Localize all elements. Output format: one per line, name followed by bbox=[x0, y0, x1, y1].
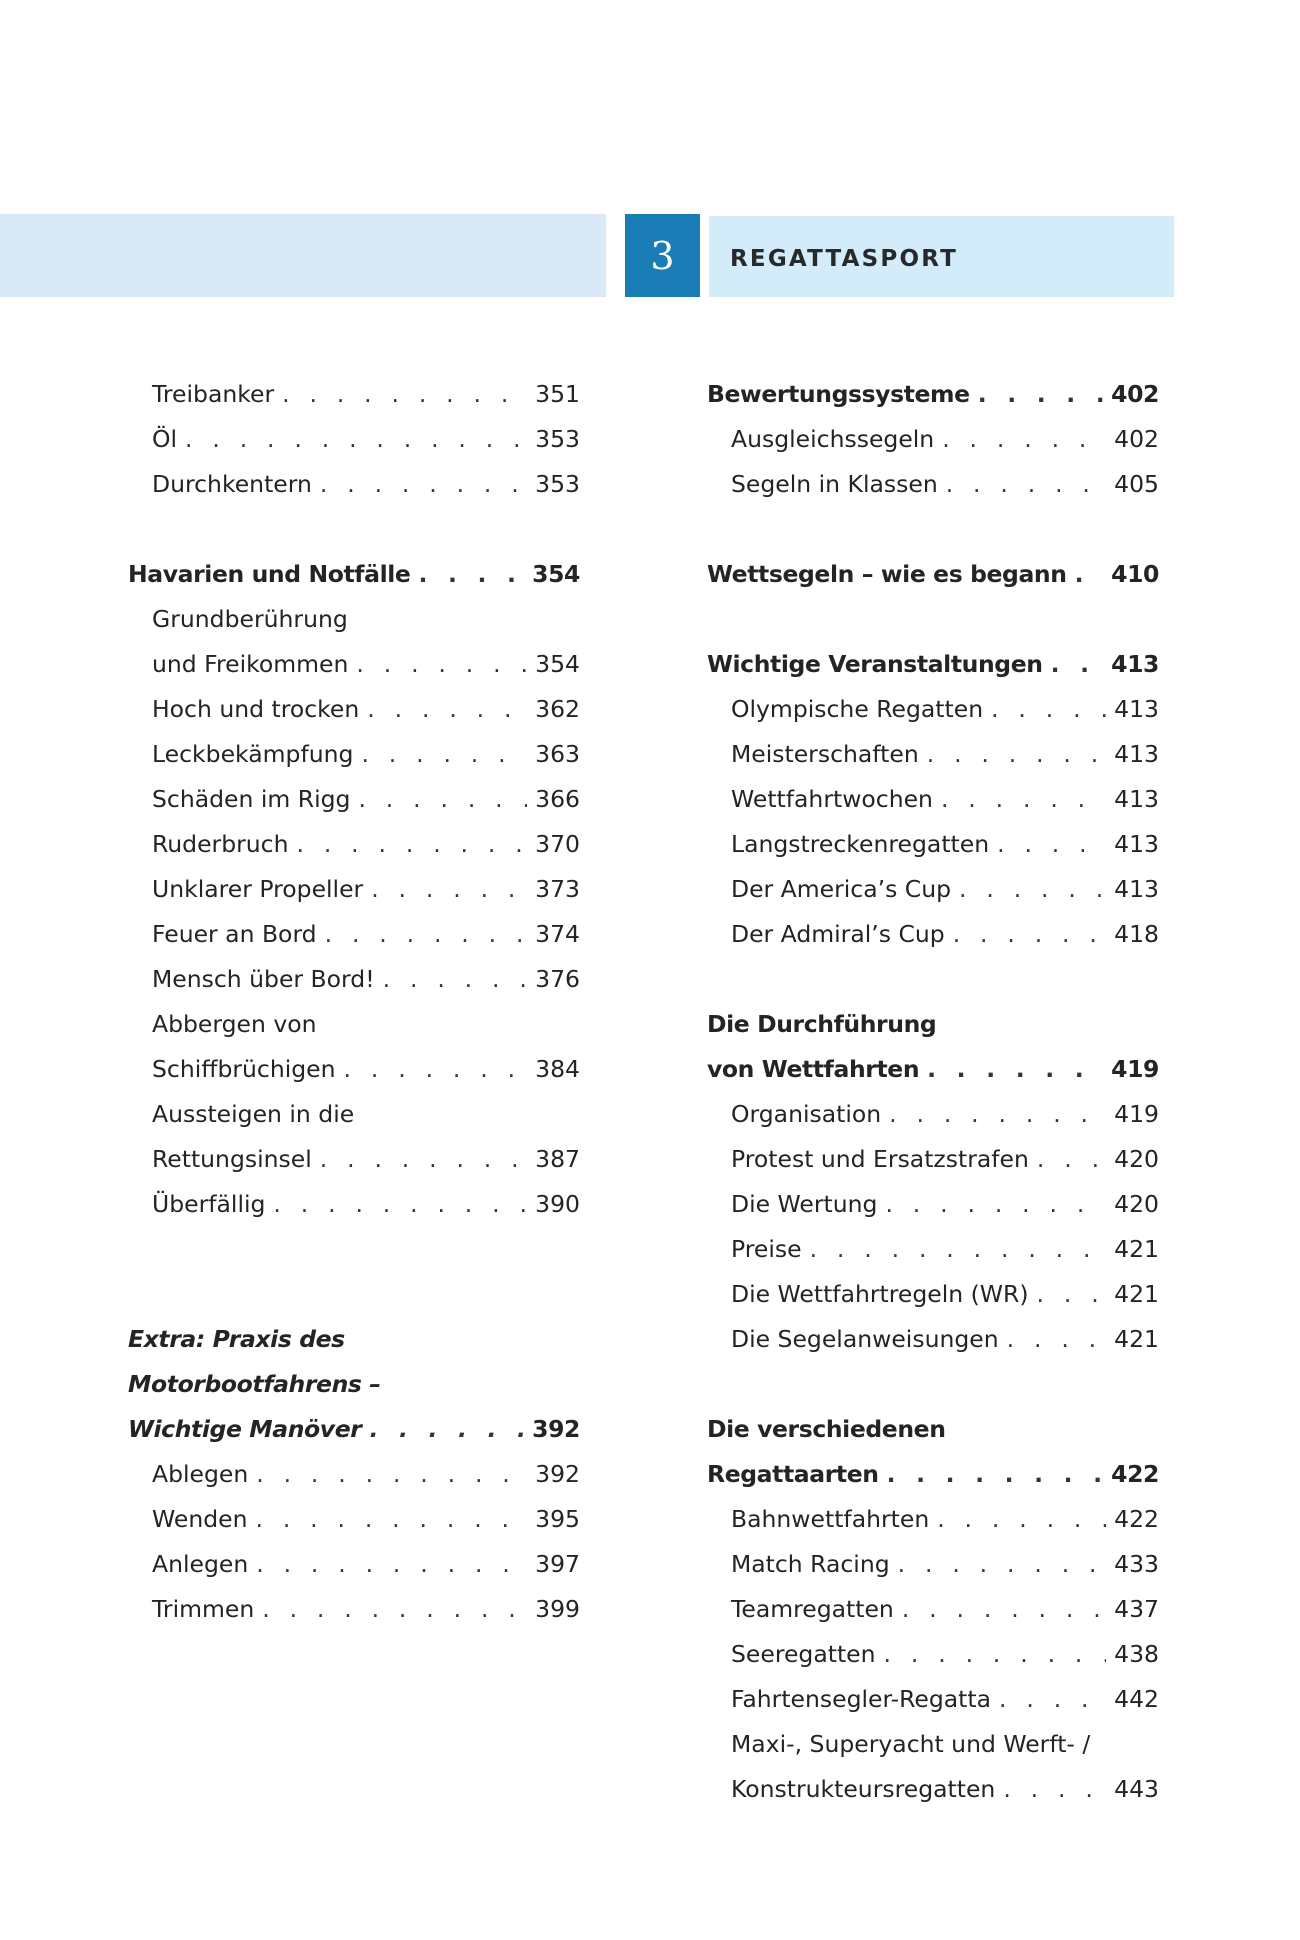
toc-entry-label: Havarien und Notfälle bbox=[128, 560, 411, 588]
toc-entry-page: 418 bbox=[1114, 920, 1159, 948]
toc-entry-page: 413 bbox=[1114, 785, 1159, 813]
toc-entry-label: Durchkentern bbox=[152, 470, 312, 498]
toc-entry-label: Regattaarten bbox=[707, 1460, 879, 1488]
toc-entry-label: Die Wertung bbox=[731, 1190, 878, 1218]
toc-entry-label: Wichtige Veranstaltungen bbox=[707, 650, 1043, 678]
dot-leader bbox=[297, 822, 528, 867]
toc-entry-page: 354 bbox=[532, 560, 580, 588]
toc-entry-label: Rettungsinsel bbox=[152, 1145, 312, 1173]
toc-entry[interactable] bbox=[707, 867, 1159, 912]
toc-entry-page: 399 bbox=[535, 1595, 580, 1623]
toc-entry[interactable] bbox=[707, 1317, 1159, 1362]
toc-entry-label: Konstrukteursregatten bbox=[731, 1775, 996, 1803]
toc-entry[interactable] bbox=[707, 687, 1159, 732]
toc-entry-label: Extra: Praxis des bbox=[128, 1325, 345, 1353]
toc-entry-label: Protest und Ersatzstrafen bbox=[731, 1145, 1029, 1173]
toc-entry[interactable] bbox=[128, 597, 580, 642]
toc-entry[interactable] bbox=[128, 957, 580, 1002]
toc-entry-page: 413 bbox=[1114, 740, 1159, 768]
toc-entry-label: Mensch über Bord! bbox=[152, 965, 375, 993]
toc-entry-label: Match Racing bbox=[731, 1550, 890, 1578]
toc-entry-label: Trimmen bbox=[152, 1595, 255, 1623]
toc-entry-label: Unklarer Propeller bbox=[152, 875, 364, 903]
dot-leader bbox=[1051, 642, 1104, 687]
toc-right-column bbox=[707, 372, 1159, 1812]
dot-leader bbox=[185, 417, 527, 462]
toc-entry-label: Anlegen bbox=[152, 1550, 249, 1578]
toc-entry[interactable] bbox=[128, 912, 580, 957]
toc-entry[interactable] bbox=[707, 1182, 1159, 1227]
toc-entry[interactable] bbox=[707, 732, 1159, 777]
toc-entry[interactable] bbox=[707, 1767, 1159, 1812]
dot-leader bbox=[361, 732, 527, 777]
dot-leader bbox=[942, 417, 1106, 462]
toc-entry-label: Langstreckenregatten bbox=[731, 830, 990, 858]
toc-entry-page: 422 bbox=[1111, 1460, 1159, 1488]
toc-entry-page: 413 bbox=[1114, 695, 1159, 723]
dot-leader bbox=[927, 732, 1106, 777]
toc-entry-page: 387 bbox=[535, 1145, 580, 1173]
dot-leader bbox=[356, 642, 527, 687]
toc-section-heading[interactable] bbox=[707, 1047, 1159, 1092]
toc-entry[interactable] bbox=[128, 777, 580, 822]
toc-entry-label: Grundberührung bbox=[152, 605, 348, 633]
toc-entry-label: Ausgleichssegeln bbox=[731, 425, 935, 453]
toc-entry-page: 437 bbox=[1114, 1595, 1159, 1623]
toc-entry-label: Abbergen von bbox=[152, 1010, 317, 1038]
toc-entry-page: 354 bbox=[535, 650, 580, 678]
dot-leader bbox=[1003, 1767, 1106, 1812]
toc-entry-label: Leckbekämpfung bbox=[152, 740, 354, 768]
toc-entry[interactable] bbox=[128, 417, 580, 462]
toc-entry-label: Wichtige Manöver bbox=[128, 1415, 362, 1443]
toc-entry-label: Hoch und trocken bbox=[152, 695, 360, 723]
toc-entry-label: Fahrtensegler-Regatta bbox=[731, 1685, 992, 1713]
toc-entry[interactable] bbox=[707, 777, 1159, 822]
toc-entry-label: Organisation bbox=[731, 1100, 882, 1128]
header-band-right bbox=[709, 216, 1174, 297]
dot-leader bbox=[1007, 1317, 1107, 1362]
toc-entry[interactable] bbox=[128, 1047, 580, 1092]
toc-entry-label: und Freikommen bbox=[152, 650, 349, 678]
toc-entry-label: Aussteigen in die bbox=[152, 1100, 355, 1128]
toc-entry-label: Meisterschaften bbox=[731, 740, 919, 768]
chapter-title: REGATTASPORT bbox=[730, 245, 958, 272]
toc-entry-page: 442 bbox=[1114, 1685, 1159, 1713]
toc-entry[interactable] bbox=[128, 1542, 580, 1587]
toc-entry[interactable] bbox=[128, 867, 580, 912]
dot-leader bbox=[383, 957, 527, 1002]
toc-entry-page: 362 bbox=[535, 695, 580, 723]
toc-entry-label: Seeregatten bbox=[731, 1640, 876, 1668]
toc-entry[interactable] bbox=[707, 1497, 1159, 1542]
dot-leader bbox=[262, 1587, 527, 1632]
toc-entry-page: 413 bbox=[1114, 875, 1159, 903]
toc-entry[interactable] bbox=[707, 1722, 1159, 1767]
toc-entry[interactable] bbox=[707, 1677, 1159, 1722]
dot-leader bbox=[889, 1092, 1106, 1137]
dot-leader bbox=[810, 1227, 1107, 1272]
toc-entry[interactable] bbox=[128, 1497, 580, 1542]
dot-leader bbox=[369, 1407, 524, 1452]
toc-entry-label: Der Admiral’s Cup bbox=[731, 920, 945, 948]
dot-leader bbox=[256, 1542, 527, 1587]
dot-leader bbox=[884, 1632, 1107, 1677]
toc-entry[interactable] bbox=[128, 1587, 580, 1632]
toc-entry-page: 374 bbox=[535, 920, 580, 948]
toc-entry-page: 392 bbox=[532, 1415, 580, 1443]
toc-entry[interactable] bbox=[707, 417, 1159, 462]
dot-leader bbox=[991, 687, 1106, 732]
dot-leader bbox=[418, 552, 524, 597]
toc-entry-label: Feuer an Bord bbox=[152, 920, 317, 948]
toc-entry[interactable] bbox=[128, 1092, 580, 1137]
chapter-number-box bbox=[625, 214, 700, 297]
toc-entry-page: 390 bbox=[535, 1190, 580, 1218]
toc-entry[interactable] bbox=[128, 822, 580, 867]
dot-leader bbox=[371, 867, 527, 912]
toc-entry[interactable] bbox=[707, 462, 1159, 507]
toc-entry-label: Bewertungssysteme bbox=[707, 380, 970, 408]
toc-entry-page: 413 bbox=[1114, 830, 1159, 858]
toc-section-heading[interactable] bbox=[707, 1452, 1159, 1497]
dot-leader bbox=[941, 777, 1106, 822]
toc-entry-page: 395 bbox=[535, 1505, 580, 1533]
toc-entry[interactable] bbox=[707, 1587, 1159, 1632]
toc-entry-label: Olympische Regatten bbox=[731, 695, 984, 723]
toc-section-heading[interactable] bbox=[707, 1407, 1159, 1452]
toc-entry-label: Maxi-, Superyacht und Werft- / bbox=[731, 1730, 1091, 1758]
chapter-number: 3 bbox=[650, 233, 675, 278]
toc-entry-page: 405 bbox=[1114, 470, 1159, 498]
toc-entry-label: Wettsegeln – wie es begann bbox=[707, 560, 1067, 588]
toc-entry-label: Wenden bbox=[152, 1505, 248, 1533]
toc-entry-label: Die verschiedenen bbox=[707, 1415, 946, 1443]
toc-section-heading[interactable] bbox=[707, 372, 1159, 417]
toc-entry-page: 363 bbox=[535, 740, 580, 768]
toc-entry[interactable] bbox=[707, 1632, 1159, 1677]
toc-entry-page: 433 bbox=[1114, 1550, 1159, 1578]
toc-section-heading[interactable] bbox=[707, 1002, 1159, 1047]
toc-entry-page: 443 bbox=[1114, 1775, 1159, 1803]
toc-section-heading[interactable] bbox=[707, 642, 1159, 687]
toc-entry-page: 376 bbox=[535, 965, 580, 993]
dot-leader bbox=[255, 1497, 527, 1542]
toc-entry[interactable] bbox=[128, 1137, 580, 1182]
toc-entry[interactable] bbox=[128, 642, 580, 687]
toc-entry-label: Wettfahrtwochen bbox=[731, 785, 933, 813]
toc-entry-page: 420 bbox=[1114, 1190, 1159, 1218]
dot-leader bbox=[1075, 552, 1104, 597]
toc-entry-label: Teamregatten bbox=[731, 1595, 894, 1623]
toc-entry-label: Schiffbrüchigen bbox=[152, 1055, 336, 1083]
toc-entry-label: von Wettfahrten bbox=[707, 1055, 920, 1083]
dot-leader bbox=[367, 687, 527, 732]
toc-entry-page: 402 bbox=[1114, 425, 1159, 453]
toc-entry[interactable] bbox=[707, 1137, 1159, 1182]
dot-leader bbox=[999, 1677, 1106, 1722]
dot-leader bbox=[898, 1542, 1106, 1587]
toc-entry-label: Segeln in Klassen bbox=[731, 470, 938, 498]
toc-entry[interactable] bbox=[128, 732, 580, 777]
toc-entry-label: Der America’s Cup bbox=[731, 875, 952, 903]
dot-leader bbox=[344, 1047, 528, 1092]
toc-entry[interactable] bbox=[707, 1272, 1159, 1317]
toc-entry-label: Öl bbox=[152, 425, 178, 453]
dot-leader bbox=[959, 867, 1106, 912]
toc-entry-page: 353 bbox=[535, 425, 580, 453]
dot-leader bbox=[1037, 1137, 1106, 1182]
dot-leader bbox=[902, 1587, 1106, 1632]
toc-entry[interactable] bbox=[707, 912, 1159, 957]
dot-leader bbox=[885, 1182, 1106, 1227]
toc-entry-label: Ruderbruch bbox=[152, 830, 289, 858]
toc-entry[interactable] bbox=[707, 1542, 1159, 1587]
toc-entry-page: 420 bbox=[1114, 1145, 1159, 1173]
toc-entry-page: 373 bbox=[535, 875, 580, 903]
toc-extra-heading[interactable] bbox=[128, 1407, 580, 1452]
dot-leader bbox=[927, 1047, 1103, 1092]
toc-entry-label: Preise bbox=[731, 1235, 802, 1263]
toc-entry-page: 351 bbox=[535, 380, 580, 408]
dot-leader bbox=[320, 462, 527, 507]
toc-entry[interactable] bbox=[128, 462, 580, 507]
toc-extra-heading[interactable] bbox=[128, 1362, 580, 1407]
toc-entry-page: 410 bbox=[1111, 560, 1159, 588]
toc-entry-label: Treibanker bbox=[152, 380, 275, 408]
toc-left-column bbox=[128, 372, 580, 1632]
toc-entry-page: 397 bbox=[535, 1550, 580, 1578]
toc-entry-page: 392 bbox=[535, 1460, 580, 1488]
dot-leader bbox=[282, 372, 527, 417]
header-band-left bbox=[0, 214, 606, 297]
dot-leader bbox=[997, 822, 1106, 867]
toc-entry-label: Bahnwettfahrten bbox=[731, 1505, 930, 1533]
toc-entry-page: 370 bbox=[535, 830, 580, 858]
toc-entry[interactable] bbox=[707, 1092, 1159, 1137]
toc-entry-label: Ablegen bbox=[152, 1460, 249, 1488]
toc-entry-label: Motorbootfahrens – bbox=[128, 1370, 381, 1398]
toc-entry-page: 421 bbox=[1114, 1280, 1159, 1308]
toc-entry-page: 384 bbox=[535, 1055, 580, 1083]
toc-entry[interactable] bbox=[128, 372, 580, 417]
toc-entry[interactable] bbox=[128, 1182, 580, 1227]
dot-leader bbox=[256, 1452, 527, 1497]
toc-entry[interactable] bbox=[707, 822, 1159, 867]
toc-section-heading[interactable] bbox=[707, 552, 1159, 597]
toc-entry[interactable] bbox=[128, 1002, 580, 1047]
toc-entry-page: 438 bbox=[1114, 1640, 1159, 1668]
toc-section-heading[interactable] bbox=[128, 552, 580, 597]
dot-leader bbox=[887, 1452, 1104, 1497]
toc-entry-page: 366 bbox=[535, 785, 580, 813]
dot-leader bbox=[953, 912, 1106, 957]
toc-entry[interactable] bbox=[128, 1452, 580, 1497]
toc-entry-page: 419 bbox=[1114, 1100, 1159, 1128]
dot-leader bbox=[358, 777, 527, 822]
toc-entry-page: 353 bbox=[535, 470, 580, 498]
toc-entry-page: 421 bbox=[1114, 1325, 1159, 1353]
toc-entry-page: 402 bbox=[1111, 380, 1159, 408]
toc-entry-page: 413 bbox=[1111, 650, 1159, 678]
dot-leader bbox=[978, 372, 1103, 417]
dot-leader bbox=[320, 1137, 527, 1182]
dot-leader bbox=[1037, 1272, 1107, 1317]
toc-entry-label: Die Wettfahrtregeln (WR) bbox=[731, 1280, 1029, 1308]
dot-leader bbox=[325, 912, 528, 957]
dot-leader bbox=[273, 1182, 527, 1227]
toc-entry-label: Die Durchführung bbox=[707, 1010, 937, 1038]
toc-extra-heading[interactable] bbox=[128, 1317, 580, 1362]
toc-entry[interactable] bbox=[707, 1227, 1159, 1272]
toc-entry[interactable] bbox=[128, 687, 580, 732]
dot-leader bbox=[946, 462, 1106, 507]
toc-entry-page: 421 bbox=[1114, 1235, 1159, 1263]
toc-entry-label: Schäden im Rigg bbox=[152, 785, 351, 813]
toc-entry-page: 419 bbox=[1111, 1055, 1159, 1083]
dot-leader bbox=[937, 1497, 1106, 1542]
toc-entry-label: Überfällig bbox=[152, 1190, 266, 1218]
toc-entry-label: Die Segelanweisungen bbox=[731, 1325, 999, 1353]
toc-entry-page: 422 bbox=[1114, 1505, 1159, 1533]
